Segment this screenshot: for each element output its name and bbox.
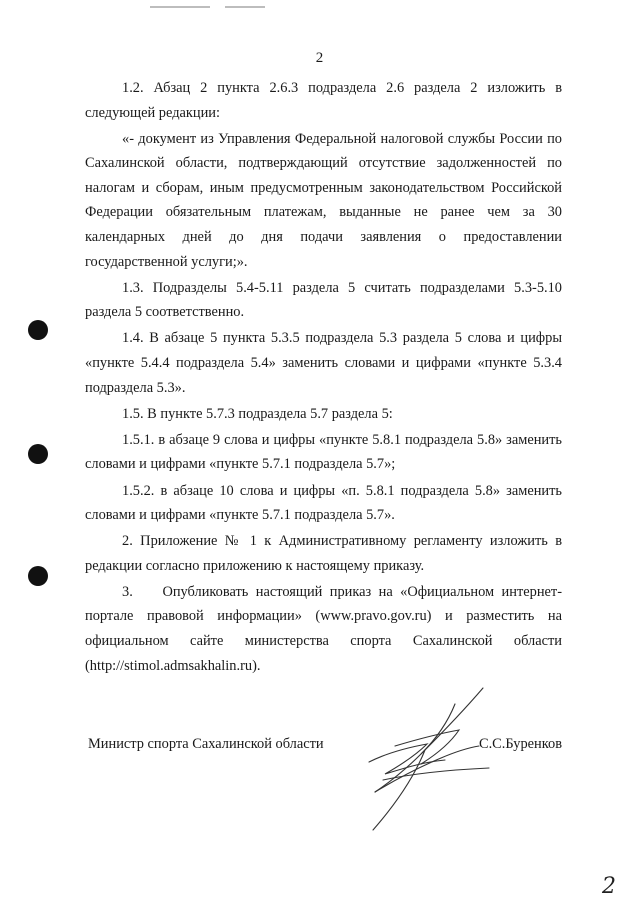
paragraph-2: 2. Приложение № 1 к Административному регламенту изложить в редакции согласно приложению к настоящему приказу. xyxy=(85,533,562,574)
signatory-title: Министр спорта Сахалинской области xyxy=(88,736,324,752)
paragraph-quote: «- документ из Управления Федеральной налоговой службы России по Сахалинской области, подтверждающий отсутствие задолженностей по налогам и сборам, иным предусмотренным законодательством Российской Федерации обязательным платежам, выданные не ранее чем за 30 календарных дней до дня подачи заявления о предоставлении государственной услуги;». xyxy=(85,130,562,270)
paragraph-1-5-1: 1.5.1. в абзаце 9 слова и цифры «пункте 5.8.1 подраздела 5.8» заменить словами и цифрами «пункте 5.7.1 подраздела 5.7»; xyxy=(85,431,562,473)
paragraph-1-5-2: 1.5.2. в абзаце 10 слова и цифры «п. 5.8.1 подраздела 5.8» заменить словами и цифрами «пункте 5.7.1 подраздела 5.7». xyxy=(85,482,562,524)
paragraph-1-2: 1.2. Абзац 2 пункта 2.6.3 подраздела 2.6 раздела 2 изложить в следующей редакции: xyxy=(85,80,562,121)
paragraph-1-4: 1.4. В абзаце 5 пункта 5.3.5 подраздела 5.3 раздела 5 слова и цифры «пункте 5.4.4 подраздела 5.4» заменить словами и цифрами «пункте 5.3.4 подраздела 5.3». xyxy=(85,330,562,396)
paragraph-1-3: 1.3. Подразделы 5.4-5.11 раздела 5 считать подразделами 5.3-5.10 раздела 5 соответственно. xyxy=(85,279,562,321)
punch-hole xyxy=(28,566,48,586)
punch-hole xyxy=(28,444,48,464)
paragraph-3: 3. Опубликовать настоящий приказ на «Официальном интернет-портале правовой информации» (www.pravo.gov.ru) и разместить на официальном сайте министерства спорта Сахалинской области (http://stimol.admsakhalin.ru). xyxy=(85,583,566,674)
scan-artifact xyxy=(225,6,265,8)
punch-hole xyxy=(28,320,48,340)
document-body xyxy=(85,76,566,678)
handwritten-margin-mark: 2 xyxy=(602,874,616,899)
signatory-name: С.С.Буренков xyxy=(478,736,562,752)
signature-block xyxy=(85,736,562,760)
scan-artifact xyxy=(150,6,210,8)
paragraph-1-5: 1.5. В пункте 5.7.3 подраздела 5.7 раздела 5: xyxy=(122,405,393,422)
page-number: 2 xyxy=(315,50,324,66)
